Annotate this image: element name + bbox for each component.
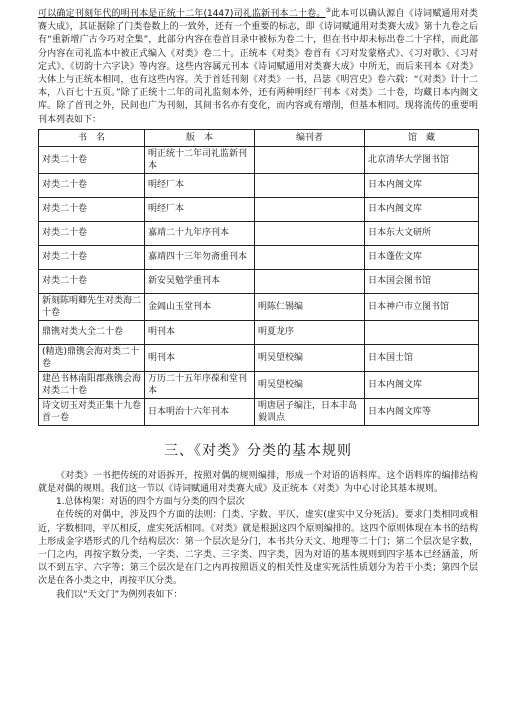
cell-collection: 日本内阁文库 xyxy=(365,197,479,221)
intro-paragraph xyxy=(38,4,478,127)
cell-editor: 明陈仁锡编 xyxy=(255,293,365,320)
cell-edition: 明经厂本 xyxy=(145,197,255,221)
cell-collection: 日本神户市立图书馆 xyxy=(365,293,479,320)
cell-title: 对类二十卷 xyxy=(39,146,145,173)
intro-sentence-rest: 此本可以确认源自《诗词赋通用对类赛大成》，其证据除了门类卷数上的一致外，还有一个重要的标志，即《诗词赋通用对类赛大成》第十九卷之后有“重新增广古今巧对全集”，此部分内容在卷首目录中被标为卷二十，但在书中却未标出卷二十字样，而此部分内容在司礼监本中被正式编入《对类》卷二十。正统本《对类》卷首有《习对发蒙格式》、《习对歌》、《习对定式》、《切韵十六字诀》等内容。这些内容属元刊本《诗词赋通用对类赛大成》中所无，而后来刊本《对类》大体上与正统本相同，也有这些内容。关于首廷刊刻《对类》一书，吕毖《明宫史》卷六载：“《对类》计十二本，八百七十五页。”除了正统十二年的司礼监刻本外，还有两种明经厂刊本《对类》二十卷，均藏日本内阁文库。除了首刊之外，民间也广为刊刻，其间书名亦有变化，而内容或有增削，但基本相同。现将流传的重要明刊本列表如下： xyxy=(38,9,478,125)
cell-title: 对类二十卷 xyxy=(39,221,145,245)
cell-edition: 新安吴勉学重刊本 xyxy=(145,269,255,293)
table-row xyxy=(39,146,479,173)
editions-table xyxy=(38,129,479,426)
table-header-row xyxy=(39,129,479,146)
cell-editor xyxy=(255,173,365,197)
header-collection: 馆 藏 xyxy=(365,129,479,146)
cell-collection: 日本国会图书馆 xyxy=(365,269,479,293)
table-row xyxy=(39,398,479,425)
cell-collection: 日本内阁文库等 xyxy=(365,398,479,425)
cell-edition: 明刊本 xyxy=(145,344,255,371)
cell-edition: 嘉靖二十九年序刊本 xyxy=(145,221,255,245)
cell-title: 新刻陈明卿先生对类海二十卷 xyxy=(39,293,145,320)
table-row xyxy=(39,197,479,221)
cell-editor: 明夏龙序 xyxy=(255,320,365,344)
table-row xyxy=(39,269,479,293)
cell-collection xyxy=(365,320,479,344)
cell-collection: 北京清华大学图书馆 xyxy=(365,146,479,173)
cell-editor: 明唐居子编注，日本丰岛毅训点 xyxy=(255,398,365,425)
cell-edition: 日本明治十六年刊本 xyxy=(145,398,255,425)
cell-title: 建邑书林南阳郡燕镌会海对类二十卷 xyxy=(39,371,145,398)
cell-title: 对类二十卷 xyxy=(39,269,145,293)
cell-collection: 日本国士馆 xyxy=(365,344,479,371)
table-row xyxy=(39,320,479,344)
header-edition: 版 本 xyxy=(145,129,255,146)
table-row xyxy=(39,221,479,245)
cell-collection: 日本内阁文库 xyxy=(365,371,479,398)
cell-editor xyxy=(255,221,365,245)
table-row xyxy=(39,173,479,197)
cell-edition: 金阊山玉堂刊本 xyxy=(145,293,255,320)
cell-title: 对类二十卷 xyxy=(39,245,145,269)
cell-edition: 明正统十二年司礼监新刊本 xyxy=(145,146,255,173)
cell-editor: 明吴望校编 xyxy=(255,344,365,371)
cell-title: 对类二十卷 xyxy=(39,173,145,197)
document-page xyxy=(38,4,478,602)
table-row xyxy=(39,293,479,320)
cell-title: 诗文切玉对类正集十九卷 首一卷 xyxy=(39,398,145,425)
cell-editor: 明吴望校编 xyxy=(255,371,365,398)
cell-editor xyxy=(255,245,365,269)
table-row xyxy=(39,371,479,398)
header-editor: 编刊者 xyxy=(255,129,365,146)
intro-sentence-underlined: 可以确定刊刻年代的明刊本是正统十二年(1447)司礼监新刊本二十卷。 xyxy=(38,9,326,19)
cell-title: (精选)鼎镌会海对类二十卷 xyxy=(39,344,145,371)
cell-editor xyxy=(255,269,365,293)
table-row xyxy=(39,344,479,371)
header-title: 书 名 xyxy=(39,129,145,146)
subsection-heading: 1.总体构架：对语的四个方面与分类的四个层次 xyxy=(56,497,245,508)
cell-collection: 日本蓬佐文库 xyxy=(365,245,479,269)
section-paragraph-2: 在传统的对偶中，涉及四个方面的法则：门类、字数、平仄、虚实(虚实中又分死活)。要求门类相同或相近，字数相同，平仄相反，虚实死活相同。《对类》就是根据这四个原则编排的。这四个原则体现在本书的结构上形成金字塔形式的几个结构层次：第一个层次是分门，本书共分天文、地理等二十门；第二个层次是字数，一门之内，再按字数分类，一字类、二字类、三字类、四字类，因为对语的基本规则到四字基本已经涵盖，所以不到五字、六字等；第三个层次是在门之内再按照语义的相关性及虚实死活性质划分为若干小类；第四个层次是在各小类之中，再按平仄分类。 xyxy=(38,510,478,587)
cell-collection: 日本内阁文库 xyxy=(365,173,479,197)
cell-edition: 嘉靖四十三年勿斋重刊本 xyxy=(145,245,255,269)
footnote-marker: ③ xyxy=(325,7,332,14)
cell-edition: 明经厂本 xyxy=(145,173,255,197)
table-row xyxy=(39,245,479,269)
cell-title: 鼎镌对类大全二十卷 xyxy=(39,320,145,344)
cell-title: 对类二十卷 xyxy=(39,197,145,221)
cell-edition: 明刊本 xyxy=(145,320,255,344)
cell-editor xyxy=(255,146,365,173)
cell-editor xyxy=(255,197,365,221)
section-paragraph-3: 我们以“天文门”为例列表如下： xyxy=(56,589,183,600)
section-paragraph-1: 《对类》一书把传统的对语拆开，按照对偶的规则编排，形成一个对语的语料库。这个语料库的编排结构就是对偶的规则。我们这一节以《诗词赋通用对类赛大成》及正统本《对类》为中心讨论其基本规则。 xyxy=(38,470,478,495)
cell-edition: 万历二十五年序葆和堂刊本 xyxy=(145,371,255,398)
cell-collection: 日本东大文研所 xyxy=(365,221,479,245)
section-heading: 三、《对类》分类的基本规则 xyxy=(164,442,352,459)
